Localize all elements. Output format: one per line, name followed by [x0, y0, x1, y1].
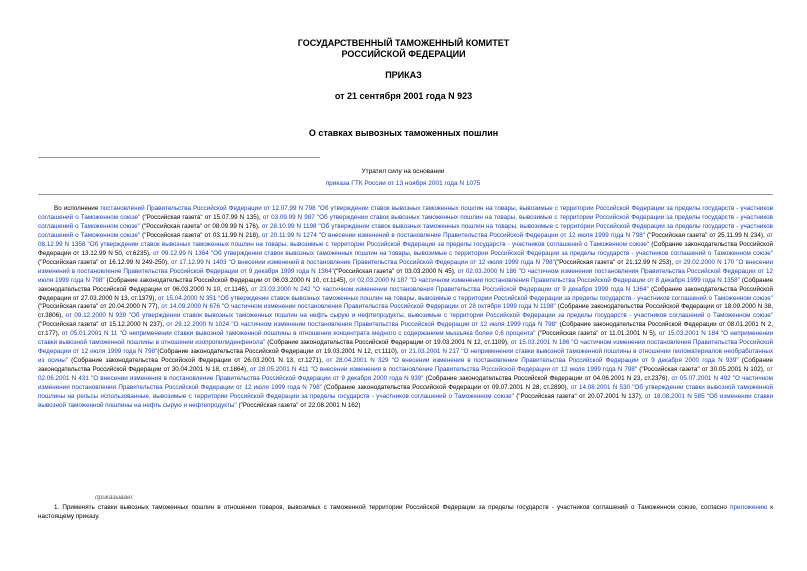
document-link[interactable]: постановлений Правительства Российской Федерации от 12.07.99 N 798 "Об утверждении ставок вывозных таможенных пошлин на товары, вывозимые с территории Российской Федерации за пределы государств - участников соглашений о Таможенном союзе" [38, 205, 773, 221]
body-text-run: ("Российская газета" от 15.12.2000 N 237), [38, 321, 167, 329]
document-link[interactable]: от 02.03.2000 N 186 "О частичном изменении постановления Правительства Российской Федерации от 12 июля 1999 года N 798" [38, 267, 774, 284]
body-text-run: ("Российская газета" от 15.07.99 N 135), [140, 213, 263, 221]
body-text-run: (Собрание законодательства Российской Федерации от 09.07.2001 N 28, ст.2890), [321, 384, 571, 392]
body-text-run: (Собрание законодательства Российской Федерации от 18.09.2000 N 38, ст.3806), [38, 303, 773, 320]
document-link[interactable]: от 18.08.2001 N 585 "Об изменении ставки вывозной таможенной пошлины на нефть сырую и нефтепродукты" [38, 393, 774, 409]
body-text-run: (Собрание законодательства Российской Федерации от 13.12.99 N 50, ст.6235), [38, 240, 773, 257]
short-divider [38, 157, 320, 158]
document-link[interactable]: от 29.02.2000 N 170 "О внесении изменений в постановление Правительства Российской Федерации от 9 декабря 1999 года N 1364" [38, 258, 773, 275]
body-text-run: ("Российская газета" от 16.12.99 N 249-250), [38, 258, 171, 266]
body-text-run: ("Российская газета" от 08.09.99 N 176), [139, 222, 262, 230]
document-link[interactable]: от 29.12.2000 N 1024 "О частичном изменении постановления Правительства Российской Федерации от 12 июля 1999 года N 798" [166, 321, 558, 329]
org-title-line1: ГОСУДАРСТВЕННЫЙ ТАМОЖЕННЫЙ КОМИТЕТ [297, 38, 510, 48]
body-text-run: (Собрание законодательства Российской Федерации от 26.03.2001 N 13, ст.1271), [67, 357, 327, 365]
document-link[interactable]: от 28.10.99 N 1198 "Об утверждении ставок вывозных таможенных пошлин на товары, вывозимые с территории Российской Федерации за пределы государств - участников соглашений о Таможенном союзе" [38, 222, 773, 239]
document-link[interactable]: от 03.09.99 N 987 "Об утверждении ставок вывозных таможенных пошлин на товары, вывозимые с территории Российской Федерации за пределы государств - участников соглашений о Таможенном союзе" [38, 213, 773, 230]
status-link[interactable]: приказа ГТК России от 13 ноября 2001 года N 1075 [325, 180, 481, 187]
status-note: Утратил силу на основании [361, 168, 445, 175]
document-link[interactable]: от 15.04.2000 N 351 "Об утверждении ставок вывозных таможенных пошлин на товары, вывозимые с территории Российской Федерации за пределы государств - участников соглашений о Таможенном союзе" [157, 294, 773, 302]
document-link[interactable]: от 15.03.2001 N 184 "О неприменении ставки вывозной таможенной пошлины в отношении изопропилиденфенола" [38, 330, 773, 347]
preamble-paragraph [38, 205, 773, 411]
document-link[interactable]: от 21.03.2001 N 217 "О неприменении ставки вывозной таможенной пошлины в отношении пиломатериалов необработанных из осины" [38, 348, 773, 365]
body-text-run: (Собрание законодательства Российской Федерации от 27.03.2000 N 13, ст.1379), [38, 285, 774, 302]
body-text-run: ("Российская газета" от 30.05.2001 N 102), [637, 366, 767, 374]
document-link[interactable]: от 15.03.2001 N 186 "О частичном изменении постановления Правительства Российской Федерации от 12 июля 1999 года N 798" [38, 339, 773, 356]
order-word: приказываю: [95, 494, 134, 501]
document-link[interactable]: от 02.03.2000 N 187 "О частичном изменении постановления Правительства Российской Федерации от 8 декабря 1999 года N 1358" [349, 276, 740, 284]
document-link[interactable]: от 14.09.2000 N 676 "О частичном изменении постановления Правительства Российской Федерации от 28 октября 1999 года N 1198" [161, 303, 556, 311]
body-text-run: Во исполнение [54, 205, 101, 212]
body-text-run: ("Российская газета" от 25.11.99 N 234), [644, 231, 767, 239]
doc-date-number: от 21 сентября 2001 года N 923 [334, 91, 473, 101]
body-text-run: (Собрание законодательства Российской Федерации от 06.03.2000 N 10, ст.1146), [38, 276, 773, 293]
document-link[interactable]: от 09.12.99 N 1364 "Об утверждении ставок вывозных таможенных пошлин на товары, вывозимые с территории Российской Федерации за пределы государств - участников соглашений о Таможенном союзе" [152, 249, 773, 257]
body-text-run: ("Российская газета" от 20.07.2001 N 137), [513, 393, 645, 401]
document-link[interactable]: от 02.06.2001 N 431 "О внесении изменения в постановление Правительства Российской Федерации от 9 декабря 2000 года N 939" [38, 366, 774, 383]
document-link[interactable]: от 05.07.2001 N 492 "О частичном изменении постановления Правительства Российской Федерации от 12 июля 1999 года N 798" [38, 375, 774, 392]
divider [38, 194, 773, 195]
doc-subject: О ставках вывозных таможенных пошлин [308, 128, 499, 138]
body-text-run: (Собрание законодательства Российской Федерации от 30.04.2001 N 18, ст.1864), [38, 357, 773, 374]
document-link[interactable]: от 23.03.2000 N 242 "О частичном изменении постановления Правительства Российской Федерации от 9 декабря 1999 года N 1364" [250, 285, 649, 293]
point-1-paragraph [38, 503, 773, 521]
body-text-run: ("Российская газета" от 03.11.99 N 218), [140, 231, 262, 239]
document-link[interactable]: от 09.12.2000 N 939 "Об утверждении ставок вывозных таможенных пошлин на нефть сырую и нефтепродукты, вывозимые с территории Российской Федерации за пределы государств - участников соглашений о Таможенном союзе" [65, 312, 773, 320]
document-link[interactable]: от 20.11.99 N 1274 "О внесении изменений в постановление Правительства Российской Федерации от 12 июля 1999 года N 798" [261, 231, 645, 239]
doc-type: ПРИКАЗ [385, 70, 422, 80]
body-text-run: (Собрание законодательства Российской Федерации от 06.03.2000 N 10, ст.1145), [104, 276, 350, 284]
body-text-run: (Собрание законодательства Российской Федерации от 19.03.2001 N 12, ст.1110), [157, 348, 401, 356]
body-text-run: (Собрание законодательства Российской Федерации от 08.01.2001 N 2, ст.177), [38, 321, 774, 338]
document-link[interactable]: от 28.04.2001 N 329 "О внесении изменения в постановление Правительства Российской Федерации от 9 декабря 2000 года N 939" [326, 357, 739, 365]
org-title-line2: РОССИЙСКОЙ ФЕДЕРАЦИИ [341, 49, 466, 59]
body-text-run: (Собрание законодательства Российской Федерации от 19.03.2001 N 12, ст.1109), [265, 339, 511, 347]
body-text-run: ("Российская газета" от 20.04.2000 N 77), [38, 303, 162, 311]
document-link[interactable]: от 28.05.2001 N 411 "О внесении изменения в постановление Правительства Российской Федерации от 12 июля 1999 года N 798" [249, 366, 638, 374]
document-link[interactable]: от 17.12.99 N 1403 "О внесении изменений в постановление Правительства Российской Федерации от 12 июля 1999 года N 798" [170, 258, 555, 266]
document-link[interactable]: от 14.08.2001 N 530 "Об утверждении ставки вывозной таможенной пошлины на рельсы использованные, вывозимые с территории Российской Федерации за пределы государств - участников соглашений о Таможенном союзе" [38, 384, 773, 401]
document-link[interactable]: от 08.12.99 N 1358 "Об утверждении ставок вывозных таможенных пошлин на товары, вывозимые с территории Российской Федерации за пределы государств - участников соглашений о Таможенном союзе" [38, 231, 773, 248]
body-text-run: ("Российская газета" от 22.08.2001 N 162) [236, 401, 361, 409]
document-link[interactable]: от 05.01.2001 N 11 "О неприменении ставки вывозной таможенной пошлины в отношении концентрата медного с содержанием мышьяка более 0,6 процента" [61, 330, 536, 338]
body-text-run: к настоящему приказу. [38, 504, 774, 520]
body-text-run: 1. Применять ставки вывозных таможенных пошлин в отношении товаров, вывозимых с таможенной территории Российской Федерации за пределы государств - участников соглашений о Таможенном союзе, согласно [54, 504, 731, 511]
body-text-run: ("Российская газета" от 11.01.2001 N 5), [535, 330, 659, 338]
body-text-run: ("Российская газета" от 03.03.2000 N 45), [333, 267, 458, 275]
document-link[interactable]: приложению [730, 504, 768, 511]
body-text-run: (Собрание законодательства Российской Федерации от 04.06.2001 N 23, ст.2376), [423, 375, 672, 383]
body-text-run: ("Российская газета" от 21.12.99 N 253), [554, 258, 676, 266]
